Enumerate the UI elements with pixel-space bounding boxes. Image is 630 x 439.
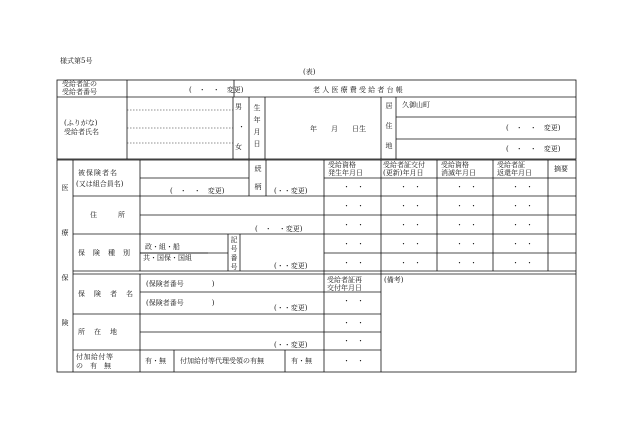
date-cell: ・ ・ [343, 221, 364, 229]
insurance-type-options-2: 共・国保・国組 [143, 254, 192, 262]
date-cell: ・ ・ [512, 183, 533, 191]
insured-name-sublabel: (又は組合員名) [76, 180, 124, 188]
col-header-2-line2: (更新)年月日 [383, 169, 424, 177]
insurer-number-1: (保険者番号 ) [146, 280, 215, 288]
benefit-sublabel: の 有 無 [76, 362, 111, 370]
date-cell: ・ ・ [512, 202, 533, 210]
date-cell: ・ ・ [343, 259, 364, 267]
date-cell: ・ ・ [512, 240, 533, 248]
date-cell: ・ ・ [400, 183, 421, 191]
symbol-number-label: 記 号 番 号 [230, 236, 238, 271]
insurer-number-2: (保険者番号 ) [146, 299, 215, 307]
address-insured-label: 住 所 [90, 211, 125, 219]
date-cell: ・ ・ [456, 202, 477, 210]
date-cell: ・ ・ [343, 240, 364, 248]
reissue-date-cell: ・ ・ [343, 319, 364, 327]
location-change: (・・変更) [274, 341, 308, 349]
date-cell: ・ ・ [400, 221, 421, 229]
form-title: 老人医療費受給者台帳 [313, 86, 405, 94]
sex-male: 男 [235, 103, 242, 111]
reissue-date-cell: ・ ・ [343, 357, 364, 365]
address-change-1: ( ・ ・ 変更) [506, 124, 561, 132]
date-cell: ・ ・ [456, 183, 477, 191]
form-number: 様式第5号 [60, 57, 93, 65]
date-cell: ・ ・ [343, 183, 364, 191]
benefit-proxy-label: 付加給付等代理受領の有無 [180, 357, 264, 365]
side-label: (表) [303, 68, 316, 76]
insurance-type-options-1: 政・組・船 [145, 243, 180, 251]
reissue-date-cell: ・ ・ [343, 337, 364, 345]
col-header-1-line2: 発生年月日 [328, 169, 363, 177]
notes-label: (備考) [384, 276, 404, 284]
date-cell: ・ ・ [400, 259, 421, 267]
benefit-yes-no-2: 有・無 [291, 357, 312, 365]
relation-change: (・・変更) [274, 187, 308, 195]
sex-dot: ・ [238, 123, 245, 131]
date-cell: ・ ・ [456, 221, 477, 229]
symbol-change: (・・変更) [274, 262, 308, 270]
address-change-2: ( ・ ・ 変更) [506, 145, 561, 153]
insurer-change: (・・変更) [274, 304, 308, 312]
address-insured-change: ( ・ ・変更) [255, 225, 303, 233]
date-cell: ・ ・ [400, 202, 421, 210]
col-header-3-line2: 消滅年月日 [441, 169, 476, 177]
cert-number-change: ( ・ ・ 変更) [189, 86, 244, 94]
birth-label: 生 年 月 日 [253, 104, 261, 148]
benefit-yes-no-1: 有・無 [145, 357, 166, 365]
col-header-2-line1: 受給者証交付 [383, 161, 425, 169]
benefit-label: 付加給付等 [76, 353, 114, 361]
section-label: 医 療 保 険 [61, 184, 69, 327]
date-cell: ・ ・ [456, 259, 477, 267]
name-label: 受給者氏名 [64, 128, 99, 136]
date-cell: ・ ・ [456, 240, 477, 248]
birth-date: 年 月 日生 [310, 125, 366, 133]
reissue-date-cell: ・ ・ [343, 297, 364, 305]
address-town: 久御山町 [402, 101, 430, 109]
date-cell: ・ ・ [512, 221, 533, 229]
insurer-label: 保 険 者 名 [78, 290, 134, 298]
sex-female: 女 [235, 143, 242, 151]
insurance-type-label: 保 険 種 別 [78, 249, 131, 257]
name-label-furigana: (ふりがな) [64, 119, 98, 127]
col-header-1-line1: 受給資格 [328, 161, 356, 169]
location-label: 所 在 地 [78, 328, 118, 336]
col-header-4-line1: 受給者証 [497, 161, 525, 169]
date-cell: ・ ・ [512, 259, 533, 267]
insured-name-label: 被保険者名 [78, 169, 118, 177]
relation-label: 続 柄 [254, 165, 262, 191]
cert-number-label-line2: 受給者番号 [62, 88, 97, 96]
address-label: 居 住 地 [385, 102, 393, 150]
cert-number-label-line1: 受給者証の [62, 80, 97, 88]
date-cell: ・ ・ [343, 202, 364, 210]
date-cell: ・ ・ [400, 240, 421, 248]
insured-change: ( ・ ・ 変更) [170, 187, 225, 195]
reissue-header-line2: 交付年月日 [327, 284, 362, 292]
col-header-3-line1: 受給資格 [441, 161, 469, 169]
reissue-header-line1: 受給者証再 [327, 276, 362, 284]
remarks-header: 摘要 [554, 165, 568, 173]
col-header-4-line2: 返還年月日 [497, 169, 532, 177]
